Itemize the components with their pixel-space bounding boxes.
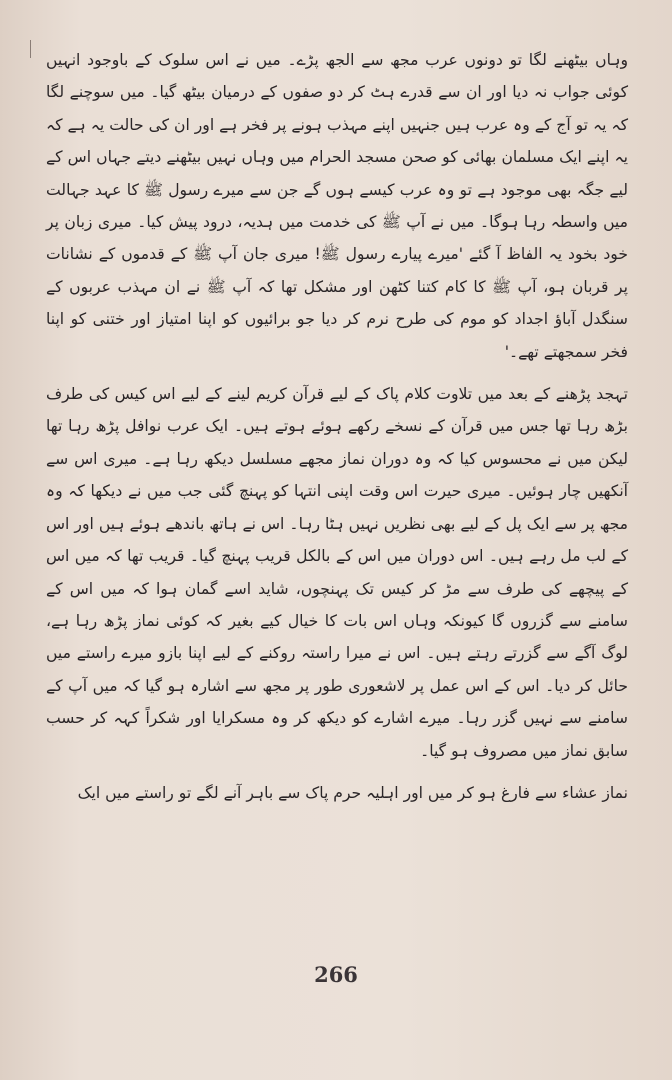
paragraph-2: تہجد پڑھنے کے بعد میں تلاوت کلام پاک کے لیے قرآن کریم لینے کے لیے اس کیس کی طرف بڑھ رہا تھا جس میں قرآن کے نسخے رکھے ہوئے ہوتے ہیں۔ ایک عرب نوافل پڑھ رہا تھا لیکن میں نے محسوس کیا کہ وہ دوران نماز مجھے مسلسل دیکھ رہا ہے۔ میری اس سے آنکھیں چار ہوئیں۔ میری حیرت اس وقت اپنی انتہا کو پہنچ گئی جب میں نے دیکھا کہ وہ مجھ پر سے ایک پل کے لیے بھی نظریں نہیں ہٹا رہا۔ اس نے ہاتھ باندھے ہوئے ہیں اور اس کے لب مل رہے ہیں۔ اس دوران میں اس کے بالکل قریب پہنچ گیا۔ قریب تھا کہ میں اس کے پیچھے کی طرف سے مڑ کر کیس تک پہنچوں، شاید اسے گمان ہوا کہ میں اس کے سامنے سے گزروں گا کیونکہ وہاں اس بات کا خیال کیے بغیر کہ کوئی نماز پڑھ رہا ہے، لوگ آگے سے گزرتے رہتے ہیں۔ اس نے میرا راستہ روکنے کے لیے اپنا بازو میرے راستے میں حائل کر دیا۔ اس کے اس عمل پر لاشعوری طور پر مجھ سے اشارہ ہو گیا کہ میں آپ کے سامنے سے نہیں گزر رہا۔ میرے اشارے کو دیکھ کر وہ مسکرایا اور شکراً کہہ کر حسب سابق نماز میں مصروف ہو گیا۔ (46, 385, 628, 760)
paragraph-3: نماز عشاء سے فارغ ہو کر میں اور اہلیہ حرم پاک سے باہر آنے لگے تو راستے میں ایک (77, 783, 628, 802)
margin-mark (30, 40, 31, 58)
page-number: 266 (314, 962, 358, 987)
paragraph-1: وہاں بیٹھنے لگا تو دونوں عرب مجھ سے الجھ پڑے۔ میں نے اس سلوک کے باوجود انہیں کوئی جواب نہ دیا اور ان سے قدرے ہٹ کر دو صفوں کے درمیان بیٹھ گیا۔ میں سوچنے لگا کہ یہ تو آج کے وہ عرب ہیں جنہیں اپنے مہذب ہونے پر فخر ہے اور ان کی حالت یہ ہے کہ یہ اپنے ایک مسلمان بھائی کو صحن مسجد الحرام میں وہاں نہیں بیٹھنے دیتے جہاں اس کے لیے جگہ بھی موجود ہے تو وہ عرب کیسے ہوں گے جن سے میرے رسول ﷺ کا عہد جہالت میں واسطہ رہا ہوگا۔ میں نے آپ ﷺ کی خدمت میں ہدیہ، درود پیش کیا۔ میری زبان پر خود بخود یہ الفاظ آ گئے 'میرے پیارے رسول ﷺ! میری جان آپ ﷺ کے قدموں کے نشانات پر قربان ہو، آپ ﷺ کا کام کتنا کٹھن اور مشکل تھا کہ آپ ﷺ نے ان مہذب عربوں کے سنگدل آباؤ اجداد کو موم کی طرح نرم کر دیا جو برائیوں کو اپنا امتیاز اور ختنی کو اپنا فخر سمجھتے تھے۔' (46, 51, 628, 361)
page-text (46, 44, 628, 809)
